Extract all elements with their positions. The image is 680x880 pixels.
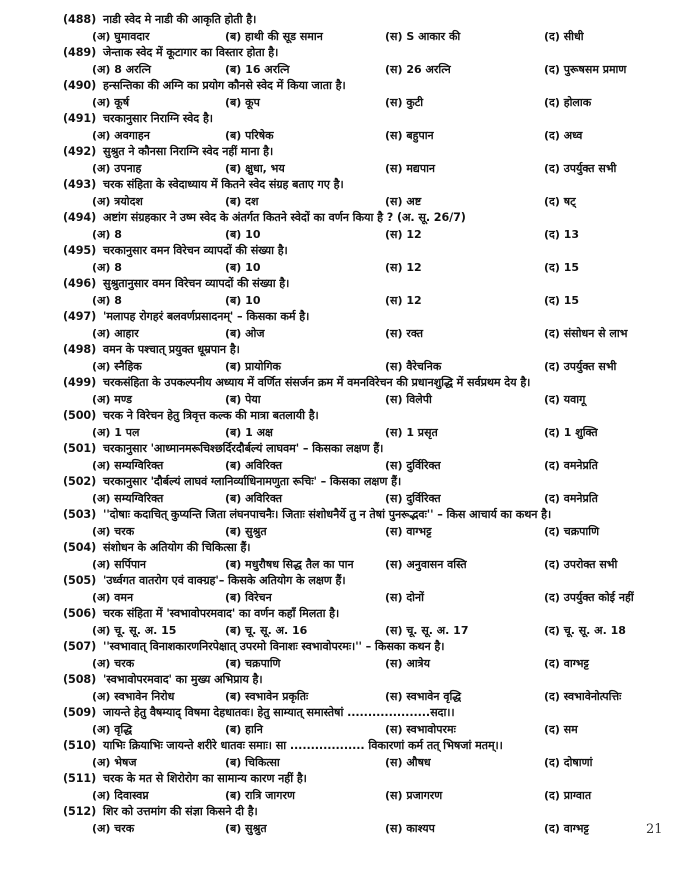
option-c: (स) औषध (385, 755, 431, 769)
question-block (0, 309, 680, 342)
question-number: (496) (63, 277, 97, 290)
question-line (0, 738, 680, 755)
option-b: (ब) स्वभावेन प्रकृतिः (225, 689, 309, 703)
option-d: (द) वमनेप्रति (544, 458, 598, 472)
options-row (0, 755, 680, 772)
question-text: चरकानुसार वमन विरेचन व्यापदों की संख्या है। (103, 244, 288, 257)
option-c: (स) वाग्भट्ट (385, 524, 432, 538)
question-text: चरकानुसार 'दौर्बल्यं लाघवं ग्लानिर्व्याधिनामणुता रूचिः' – किसका लक्षण हैं। (103, 475, 402, 488)
question-line (0, 210, 680, 227)
question-block (0, 408, 680, 441)
question-block (0, 375, 680, 408)
options-row (0, 491, 680, 508)
option-d: (द) पुरूषसम प्रमाण (544, 62, 627, 76)
question-line (0, 309, 680, 326)
options-row (0, 623, 680, 640)
option-d: (द) अध्व (544, 128, 583, 142)
question-text: 'स्वभावोपरमवाद' का मुख्य अभिप्राय है। (103, 673, 263, 686)
question-line (0, 342, 680, 359)
option-c: (स) 1 प्रसृत (385, 425, 438, 439)
option-a: (अ) 8 अरत्नि (92, 62, 152, 76)
question-number: (506) (63, 607, 97, 620)
option-d: (द) संसोधन से लाभ (544, 326, 628, 340)
question-block (0, 804, 680, 837)
option-a: (अ) सर्पिपान (92, 557, 147, 571)
option-b: (ब) 16 अरत्नि (225, 62, 290, 76)
question-number: (498) (63, 343, 97, 356)
question-text: सुश्रुतानुसार वमन विरेचन व्यापदों की संख्या है। (103, 277, 290, 290)
question-line (0, 474, 680, 491)
option-c: (स) काश्यप (385, 821, 435, 835)
question-text: हन्सन्तिका की अग्नि का प्रयोग कौनसे स्वेद में किया जाता है। (103, 79, 346, 92)
option-a: (अ) वमन (92, 590, 134, 604)
question-line (0, 78, 680, 95)
question-line (0, 573, 680, 590)
option-d: (द) प्राग्वात (544, 788, 592, 802)
option-c: (स) दुर्विरिक्त (385, 491, 441, 505)
option-b: (ब) पेया (225, 392, 261, 406)
option-d: (द) स्वभावेनोत्पत्तिः (544, 689, 622, 703)
option-a: (अ) अवगाहन (92, 128, 150, 142)
option-c: (स) चू. सू. अ. 17 (385, 623, 469, 637)
question-line (0, 507, 680, 524)
option-b: (ब) अविरिक्त (225, 491, 283, 505)
options-row (0, 590, 680, 607)
options-row (0, 689, 680, 706)
option-c: (स) अनुवासन वस्ति (385, 557, 467, 571)
question-block (0, 441, 680, 474)
options-row (0, 722, 680, 739)
question-block (0, 342, 680, 375)
question-block (0, 111, 680, 144)
question-number: (509) (63, 706, 97, 719)
question-block (0, 507, 680, 540)
question-number: (511) (63, 772, 97, 785)
option-b: (ब) 10 (225, 260, 261, 274)
option-a: (अ) भेषज (92, 755, 137, 769)
question-number: (510) (63, 739, 97, 752)
option-b: (ब) ओज (225, 326, 265, 340)
question-line (0, 243, 680, 260)
question-block (0, 177, 680, 210)
question-text: वमन के पश्चात् प्रयुक्त धूम्रपान है। (103, 343, 240, 356)
question-text: चरक ने विरेचन हेतु त्रिवृत्त कल्क की मात्रा बतलायी है। (103, 409, 319, 422)
question-block (0, 540, 680, 573)
options-row (0, 95, 680, 112)
options-row (0, 458, 680, 475)
option-a: (अ) 8 (92, 260, 122, 274)
options-row (0, 260, 680, 277)
option-a: (अ) चू. सू. अ. 15 (92, 623, 177, 637)
question-number: (504) (63, 541, 97, 554)
question-text: चरक के मत से शिरोरोग का सामान्य कारण नहीं है। (103, 772, 307, 785)
option-a: (अ) वृद्धि (92, 722, 133, 736)
question-line (0, 540, 680, 557)
question-block (0, 705, 680, 738)
option-d: (द) उपर्युक्त सभी (544, 359, 617, 373)
options-row (0, 161, 680, 178)
option-a: (अ) चरक (92, 524, 135, 538)
option-d: (द) उपर्युक्त कोई नहीं (544, 590, 634, 604)
question-block (0, 474, 680, 507)
option-c: (स) दुर्विरिक्त (385, 458, 441, 472)
option-d: (द) 15 (544, 293, 580, 307)
option-c: (स) प्रजागरण (385, 788, 443, 802)
question-block (0, 78, 680, 111)
option-c: (स) आत्रेय (385, 656, 431, 670)
question-block (0, 12, 680, 45)
option-d: (द) उपरोक्त सभी (544, 557, 618, 571)
question-page (0, 12, 680, 837)
question-text: संशोधन के अतियोग की चिकित्सा हैं। (103, 541, 251, 554)
option-b: (ब) प्रायोगिक (225, 359, 281, 373)
option-b: (ब) 1 अक्ष (225, 425, 273, 439)
question-block (0, 606, 680, 639)
question-text: ''दोषाः कदाचित् कुप्यन्ति जिता लंघनपाचनैः। जिताः संशोधनैर्ये तु न तेषां पुनरूद्भवः'' – किस आचार्य का कथन है। (103, 508, 552, 521)
question-text: याभिः क्रियाभिः जायन्ते शरीरे धातवः समाः। सा .................. विकारणां कर्म तत् भिषजां मतम्।। (103, 739, 503, 752)
question-block (0, 771, 680, 804)
option-a: (अ) घुमावदार (92, 29, 150, 43)
question-block (0, 144, 680, 177)
question-text: अष्टांग संग्रहकार ने उष्म स्वेद के अंतर्गत कितने स्वेदों का वर्णन किया है ? (अ. सू. 26/7) (103, 211, 466, 224)
option-b: (ब) रात्रि जागरण (225, 788, 295, 802)
question-line (0, 111, 680, 128)
question-text: चरकानुसार 'आध्मानमरूचिश्छर्दिरदौर्बल्यं लाघवम' – किसका लक्षण हैं। (103, 442, 384, 455)
option-b: (ब) अविरिक्त (225, 458, 283, 472)
question-line (0, 441, 680, 458)
option-d: (द) उपर्युक्त सभी (544, 161, 617, 175)
question-number: (508) (63, 673, 97, 686)
question-number: (512) (63, 805, 97, 818)
option-b: (ब) 10 (225, 293, 261, 307)
options-row (0, 788, 680, 805)
question-text: 'उर्ध्वगत वातरोग एवं वाक्ग्रह'– किसके अतियोग के लक्षण हैं। (103, 574, 346, 587)
option-b: (ब) चक्रपाणि (225, 656, 281, 670)
question-block (0, 573, 680, 606)
option-d: (द) यवागू (544, 392, 586, 406)
options-row (0, 557, 680, 574)
options-row (0, 359, 680, 376)
option-c: (स) वैरेचनिक (385, 359, 442, 373)
options-row (0, 425, 680, 442)
question-line (0, 771, 680, 788)
option-a: (अ) कूर्ष (92, 95, 130, 109)
question-number: (505) (63, 574, 97, 587)
option-b: (ब) विरेचन (225, 590, 272, 604)
question-block (0, 45, 680, 78)
options-row (0, 392, 680, 409)
option-c: (स) दोनों (385, 590, 424, 604)
options-row (0, 227, 680, 244)
option-b: (ब) क्षुधा, भय (225, 161, 285, 175)
option-d: (द) चू. सू. अ. 18 (544, 623, 626, 637)
option-b: (ब) चू. सू. अ. 16 (225, 623, 308, 637)
options-row (0, 128, 680, 145)
option-c: (स) कुटी (385, 95, 424, 109)
option-d: (द) सम (544, 722, 578, 736)
question-line (0, 144, 680, 161)
option-a: (अ) उपनाह (92, 161, 142, 175)
question-text: सुश्रुत ने कौनसा निराग्नि स्वेद नहीं माना है। (103, 145, 274, 158)
option-c: (स) मद्यपान (385, 161, 436, 175)
option-b: (ब) कूप (225, 95, 260, 109)
option-c: (स) बहुपान (385, 128, 434, 142)
option-a: (अ) 1 पल (92, 425, 140, 439)
question-number: (497) (63, 310, 97, 323)
question-number: (491) (63, 112, 97, 125)
question-number: (493) (63, 178, 97, 191)
option-c: (स) 12 (385, 293, 422, 307)
option-d: (द) होलाक (544, 95, 592, 109)
option-a: (अ) दिवास्वप्न (92, 788, 149, 802)
option-a: (अ) आहार (92, 326, 139, 340)
option-d: (द) चक्रपाणि (544, 524, 600, 538)
question-number: (490) (63, 79, 97, 92)
question-number: (489) (63, 46, 97, 59)
option-d: (द) सीधी (544, 29, 584, 43)
option-a: (अ) सम्यग्विरिक्त (92, 458, 164, 472)
option-c: (स) 12 (385, 260, 422, 274)
option-c: (स) S आकार की (385, 29, 461, 43)
option-b: (ब) 10 (225, 227, 261, 241)
option-a: (अ) त्रयोदश (92, 194, 143, 208)
option-d: (द) 1 शुक्ति (544, 425, 598, 439)
question-text: जायन्ते हेतु वैषम्याद् विषमा देहधातवः। हेतु साम्यात् समास्तेषां ....................सदा।। (103, 706, 455, 719)
question-number: (495) (63, 244, 97, 257)
question-number: (488) (63, 13, 97, 26)
option-a: (अ) चरक (92, 821, 135, 835)
option-c: (स) स्वभावोपरमः (385, 722, 456, 736)
question-block (0, 738, 680, 771)
option-b: (ब) चिकित्सा (225, 755, 280, 769)
option-b: (ब) सुश्रुत (225, 524, 267, 538)
options-row (0, 62, 680, 79)
option-a: (अ) मण्ड (92, 392, 132, 406)
question-number: (502) (63, 475, 97, 488)
question-block (0, 639, 680, 672)
option-a: (अ) सम्यग्विरिक्त (92, 491, 164, 505)
question-block (0, 210, 680, 243)
question-line (0, 177, 680, 194)
option-d: (द) वाग्भट्ट (544, 821, 589, 835)
option-c: (स) अष्ट (385, 194, 422, 208)
options-row (0, 29, 680, 46)
option-b: (ब) परिषेक (225, 128, 274, 142)
question-text: 'मलापह रोगहरं बलवर्णप्रसादनम्' – किसका कर्म है। (103, 310, 310, 323)
question-line (0, 804, 680, 821)
question-line (0, 276, 680, 293)
question-number: (501) (63, 442, 97, 455)
page-number: 21 (646, 822, 663, 837)
option-d: (द) दोषाणां (544, 755, 593, 769)
question-block (0, 276, 680, 309)
question-line (0, 639, 680, 656)
question-text: जेन्ताक स्वेद में कूटागार का विस्तार होता है। (103, 46, 279, 59)
question-text: चरक संहिता के स्वेदाध्याय में कितने स्वेद संग्रह बताए गए है। (103, 178, 344, 191)
question-line (0, 12, 680, 29)
question-line (0, 45, 680, 62)
option-a: (अ) 8 (92, 227, 122, 241)
options-row (0, 821, 680, 838)
question-text: चरकानुसार निराग्नि स्वेद है। (103, 112, 213, 125)
option-b: (ब) हाथी की सूड समान (225, 29, 323, 43)
question-number: (499) (63, 376, 97, 389)
option-c: (स) रक्त (385, 326, 423, 340)
option-b: (ब) मधुरौषध सिद्ध तैल का पान (225, 557, 354, 571)
question-line (0, 672, 680, 689)
options-row (0, 524, 680, 541)
option-c: (स) स्वभावेन वृद्धि (385, 689, 462, 703)
question-block (0, 672, 680, 705)
option-c: (स) विलेपी (385, 392, 432, 406)
question-number: (500) (63, 409, 97, 422)
option-a: (अ) चरक (92, 656, 135, 670)
option-c: (स) 26 अरत्नि (385, 62, 451, 76)
option-d: (द) वमनेप्रति (544, 491, 598, 505)
question-line (0, 408, 680, 425)
option-b: (ब) सुश्रुत (225, 821, 267, 835)
question-line (0, 606, 680, 623)
option-d: (द) 13 (544, 227, 580, 241)
question-text: चरकसंहिता के उपकल्पनीय अध्याय में वर्णित संसर्जन क्रम में वमनविरेचन की प्रधानशुद्धि में सर्वप्रथम देय है। (103, 376, 531, 389)
option-a: (अ) 8 (92, 293, 122, 307)
question-text: नाडी स्वेद मे नाडी की आकृति होती है। (103, 13, 257, 26)
options-row (0, 293, 680, 310)
question-line (0, 705, 680, 722)
question-number: (503) (63, 508, 97, 521)
option-d: (द) षट् (544, 194, 576, 208)
option-b: (ब) हानि (225, 722, 263, 736)
question-text: ''स्वभावात् विनाशकारणनिरपेक्षात् उपरमो विनाशः स्वभावोपरमः।'' – किसका कथन है। (103, 640, 445, 653)
question-text: चरक संहिता में 'स्वभावोपरमवाद' का वर्णन कहाँ मिलता है। (103, 607, 340, 620)
option-a: (अ) स्वभावेन निरोध (92, 689, 175, 703)
options-row (0, 326, 680, 343)
options-row (0, 656, 680, 673)
question-text: शिर को उत्तमांग की संज्ञा किसने दी है। (103, 805, 258, 818)
option-a: (अ) स्नैहिक (92, 359, 142, 373)
question-number: (492) (63, 145, 97, 158)
option-b: (ब) दश (225, 194, 259, 208)
question-block (0, 243, 680, 276)
options-row (0, 194, 680, 211)
question-number: (494) (63, 211, 97, 224)
question-number: (507) (63, 640, 97, 653)
question-line (0, 375, 680, 392)
option-c: (स) 12 (385, 227, 422, 241)
option-d: (द) वाग्भट्ट (544, 656, 589, 670)
option-d: (द) 15 (544, 260, 580, 274)
